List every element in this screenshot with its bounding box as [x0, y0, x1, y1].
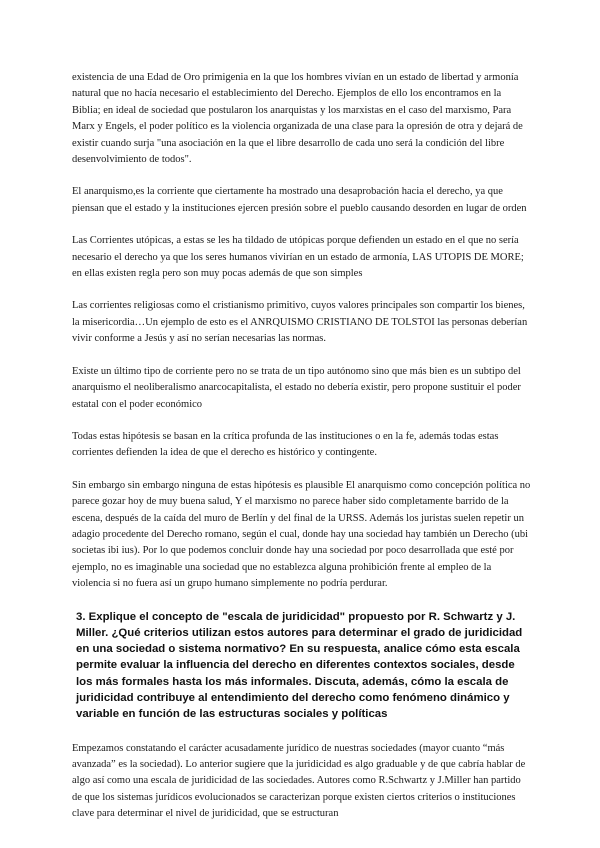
- paragraph-edad-de-oro: existencia de una Edad de Oro primigenia en la que los hombres vivían en un estado de libertad y armonía natural que no hacía necesario el establecimiento del Derecho. Ejemplos de ello los encontramos en la Biblia; en ideal de sociedad que postularon los anarquistas y los marxistas en el caso del marxismo, Para Marx y Engels, el poder político es la violencia organizada de una clase para la opresión de otra y dejará de existir cuando surja "una asociación en la que el libre desarrollo de cada uno será la condición del libre desenvolvimiento de todos".: [72, 72, 523, 166]
- paragraph-anarquismo: El anarquismo,es la corriente que ciertamente ha mostrado una desaprobación hacia el derecho, ya que piensan que el estado y la instituciones ejercen presión sobre el pueblo causando desorden en lugar de orden: [72, 186, 527, 214]
- question-3-heading: 3. Explique el concepto de "escala de juridicidad" propuesto por R. Schwartz y J. Miller. ¿Qué criterios utilizan estos autores para determinar el grado de juridicidad en una sociedad o sistema normativo? En su respuesta, analice cómo esta escala permite evaluar la influencia del derecho en diferentes contextos sociales, desde los más formales hasta los más informales. Discuta, además, cómo la escala de juridicidad contribuye al entendimiento del derecho como fenómeno dinámico y variable en función de las estructuras sociales y políticas: [76, 610, 523, 721]
- paragraph-hipotesis: Todas estas hipótesis se basan en la crítica profunda de las instituciones o en la fe, además todas estas corrientes defienden la idea de que el derecho es histórico y contingente.: [72, 430, 499, 459]
- paragraph-corrientes-religiosas: Las corrientes religiosas como el cristianismo primitivo, cuyos valores principales son compartir los bienes, la misericordia…Un ejemplo de esto es el ANRQUISMO CRISTIANO DE TOLSTOI las personas deberían vivir conforme a Jesús y así no serían necesarias las normas.: [72, 300, 528, 345]
- paragraph-corrientes-utopicas: Las Corrientes utópicas, a estas se les ha tildado de utópicas porque defienden un estado en el que no sería necesario el derecho ya que los seres humanos vivirían en un estado de armonía, LAS UTOPIS DE MORE; en ellas existen regla pero son muy pocas además de que son simples: [72, 235, 524, 280]
- answer-paragraph: Empezamos constatando el carácter acusadamente jurídico de nuestras sociedades (mayor cuanto “más avanzada” es la sociedad). Lo anterior sugiere que la juridicidad es algo graduable y de que cabría hablar de algo así como una escala de juridicidad de las sociedades. Autores como R.Schwartz y J.Miller han partido de que los sistemas jurídicos evolucionados se caracterizan porque existen ciertos criterios o instituciones clave para determinar el nivel de juridicidad, que se estructuran: [72, 742, 526, 820]
- paragraph-conclusion: Sin embargo sin embargo ninguna de estas hipótesis es plausible El anarquismo como concepción política no parece gozar hoy de muy buena salud, Y el marxismo no parece haber sido completamente barrido de la escena, después de la caída del muro de Berlín y del final de la URSS. Además los juristas suelen repetir un adagio procedente del Derecho romano, según el cual, donde hay una sociedad hay también un Derecho (ubi societas ibi ius). Por lo que podemos concluir donde hay una sociedad por poco desarrollada que esté por ejemplo, no es imaginable una sociedad que no establezca alguna prohibición frente al empleo de la violencia si no fuera así un grupo humano simplemente no podría perdurar.: [72, 479, 531, 590]
- paragraph-anarcocapitalismo: Existe un último tipo de corriente pero no se trata de un tipo autónomo sino que más bien es un subtipo del anarquismo el neoliberalismo anarcocapitalista, el estado no debería existir, pero propone sustituir el poder estatal con el poder económico: [72, 365, 521, 410]
- document-body: [72, 70, 532, 823]
